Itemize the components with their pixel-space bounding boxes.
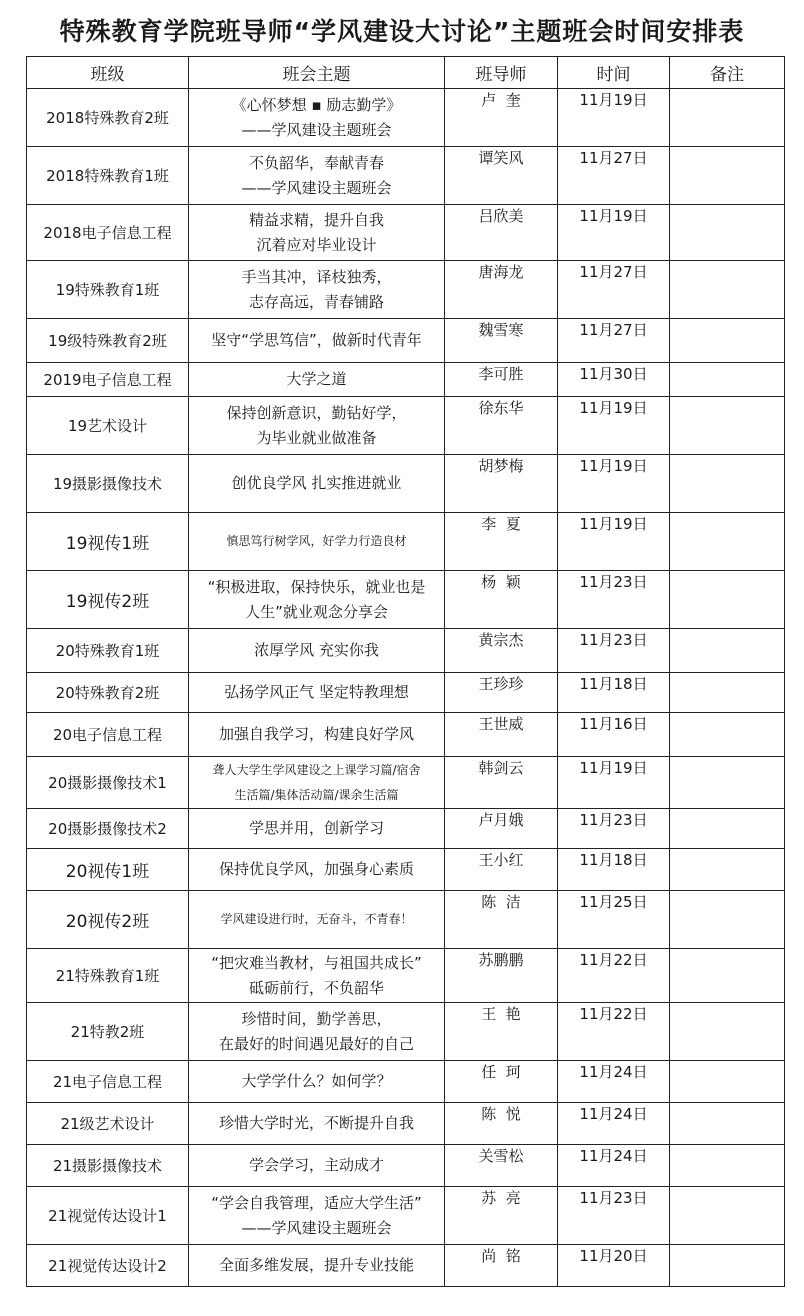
table-row: [27, 949, 785, 1003]
note-cell: [670, 849, 785, 891]
topic-line: ——学风建设主题班会: [241, 120, 392, 139]
date-cell: 11月27日: [558, 319, 670, 363]
topic-line: 砥砺前行，不负韶华: [248, 978, 384, 997]
class-name-cell: 19艺术设计: [27, 397, 189, 455]
table-row: [27, 363, 785, 397]
note-cell: [670, 629, 785, 673]
note-cell: [670, 89, 785, 147]
topic-cell: [189, 713, 445, 757]
table-row: [27, 455, 785, 513]
teacher-cell: 李可胜: [445, 363, 558, 397]
date-cell: 11月19日: [558, 89, 670, 147]
date-cell: 11月19日: [558, 513, 670, 571]
topic-line: 坚守“学思笃信”，做新时代青年: [211, 331, 422, 349]
date-cell: 11月25日: [558, 891, 670, 949]
topic-line: “把灾难当教材，与祖国共成长”: [211, 953, 422, 972]
teacher-cell: 李 夏: [445, 513, 558, 571]
topic-cell: [189, 891, 445, 949]
teacher-cell: 黄宗杰: [445, 629, 558, 673]
class-name-cell: 21电子信息工程: [27, 1061, 189, 1103]
table-header-row: [27, 57, 785, 89]
topic-line: 不负韶华，奉献青春: [248, 153, 384, 172]
topic-line: 全面多维发展，提升专业技能: [218, 1256, 414, 1274]
topic-line: 精益求精，提升自我: [248, 210, 384, 229]
class-name-cell: 20电子信息工程: [27, 713, 189, 757]
class-name-cell: 20视传2班: [27, 891, 189, 949]
note-cell: [670, 891, 785, 949]
note-cell: [670, 1061, 785, 1103]
class-name-cell: 2018特殊教育2班: [27, 89, 189, 147]
teacher-cell: 陈 悦: [445, 1103, 558, 1145]
topic-line: 弘扬学风正气 坚定特教理想: [224, 683, 409, 701]
class-name-cell: 21级艺术设计: [27, 1103, 189, 1145]
note-cell: [670, 455, 785, 513]
note-cell: [670, 1245, 785, 1287]
class-name-cell: 21摄影摄像技术: [27, 1145, 189, 1187]
topic-line: 为毕业就业做准备: [256, 428, 377, 447]
topic-line: 生活篇/集体活动篇/课余生活篇: [234, 787, 399, 802]
column-header-date: 时间: [558, 57, 670, 89]
teacher-cell: 谭笑风: [445, 147, 558, 205]
date-cell: 11月23日: [558, 571, 670, 629]
topic-cell: [189, 809, 445, 849]
date-cell: 11月27日: [558, 261, 670, 319]
note-cell: [670, 513, 785, 571]
table-row: [27, 147, 785, 205]
topic-cell: [189, 397, 445, 455]
date-cell: 11月19日: [558, 397, 670, 455]
teacher-cell: 王小红: [445, 849, 558, 891]
note-cell: [670, 757, 785, 809]
date-cell: 11月23日: [558, 809, 670, 849]
topic-cell: [189, 1103, 445, 1145]
teacher-cell: 唐海龙: [445, 261, 558, 319]
table-row: [27, 849, 785, 891]
topic-cell: [189, 513, 445, 571]
table-row: [27, 757, 785, 809]
table-row: [27, 1103, 785, 1145]
table-row: [27, 673, 785, 713]
class-name-cell: 2019电子信息工程: [27, 363, 189, 397]
table-row: [27, 1187, 785, 1245]
topic-cell: [189, 363, 445, 397]
table-row: [27, 571, 785, 629]
date-cell: 11月18日: [558, 673, 670, 713]
table-row: [27, 809, 785, 849]
topic-cell: [189, 147, 445, 205]
topic-cell: [189, 89, 445, 147]
topic-line: 在最好的时间遇见最好的自己: [218, 1034, 414, 1053]
table-row: [27, 319, 785, 363]
topic-cell: [189, 1061, 445, 1103]
topic-cell: [189, 849, 445, 891]
date-cell: 11月19日: [558, 455, 670, 513]
topic-cell: [189, 629, 445, 673]
topic-cell: [189, 673, 445, 713]
note-cell: [670, 571, 785, 629]
teacher-cell: 吕欣美: [445, 205, 558, 261]
topic-line: 大学学什么？如何学？: [241, 1072, 392, 1090]
topic-line: 保持优良学风，加强身心素质: [218, 860, 414, 878]
date-cell: 11月27日: [558, 147, 670, 205]
table-row: [27, 1003, 785, 1061]
class-name-cell: 19摄影摄像技术: [27, 455, 189, 513]
topic-cell: [189, 949, 445, 1003]
date-cell: 11月24日: [558, 1103, 670, 1145]
class-name-cell: 2018电子信息工程: [27, 205, 189, 261]
note-cell: [670, 1103, 785, 1145]
note-cell: [670, 397, 785, 455]
topic-line: 保持创新意识，勤钻好学，: [226, 403, 407, 422]
topic-line: “积极进取，保持快乐，就业也是: [207, 577, 426, 596]
topic-cell: [189, 1003, 445, 1061]
date-cell: 11月24日: [558, 1061, 670, 1103]
date-cell: 11月23日: [558, 1187, 670, 1245]
table-row: [27, 513, 785, 571]
topic-line: 手当其冲，译枝独秀，: [241, 267, 392, 286]
teacher-cell: 任 珂: [445, 1061, 558, 1103]
teacher-cell: 尚 铭: [445, 1245, 558, 1287]
table-row: [27, 713, 785, 757]
note-cell: [670, 1145, 785, 1187]
note-cell: [670, 261, 785, 319]
note-cell: [670, 319, 785, 363]
date-cell: 11月19日: [558, 205, 670, 261]
teacher-cell: 徐东华: [445, 397, 558, 455]
schedule-table: [26, 56, 785, 1287]
topic-line: 珍惜大学时光，不断提升自我: [218, 1114, 414, 1132]
table-row: [27, 205, 785, 261]
table-row: [27, 89, 785, 147]
table-row: [27, 891, 785, 949]
topic-line: ——学风建设主题班会: [241, 178, 392, 197]
topic-line: 《心怀梦想 ▪ 励志勤学》: [231, 95, 402, 114]
teacher-cell: 苏 亮: [445, 1187, 558, 1245]
topic-cell: [189, 1187, 445, 1245]
teacher-cell: 关雪松: [445, 1145, 558, 1187]
class-name-cell: 19特殊教育1班: [27, 261, 189, 319]
date-cell: 11月30日: [558, 363, 670, 397]
teacher-cell: 胡梦梅: [445, 455, 558, 513]
topic-cell: [189, 1145, 445, 1187]
column-header-note: 备注: [670, 57, 785, 89]
teacher-cell: 苏鹏鹏: [445, 949, 558, 1003]
topic-line: 学风建设进行时，无奋斗，不青春！: [220, 912, 413, 926]
table-row: [27, 397, 785, 455]
table-row: [27, 1061, 785, 1103]
table-row: [27, 261, 785, 319]
table-row: [27, 1245, 785, 1287]
table-row: [27, 629, 785, 673]
teacher-cell: 王 艳: [445, 1003, 558, 1061]
topic-line: 珍惜时间，勤学善思，: [241, 1009, 392, 1028]
table-body: [27, 89, 785, 1287]
class-name-cell: 20视传1班: [27, 849, 189, 891]
class-name-cell: 21特教2班: [27, 1003, 189, 1061]
topic-line: 志存高远，青春铺路: [248, 292, 384, 311]
topic-cell: [189, 571, 445, 629]
topic-line: 加强自我学习，构建良好学风: [218, 725, 414, 743]
note-cell: [670, 1003, 785, 1061]
teacher-cell: 王世威: [445, 713, 558, 757]
note-cell: [670, 363, 785, 397]
note-cell: [670, 1187, 785, 1245]
topic-line: 聋人大学生学风建设之上课学习篇/宿舍: [212, 762, 421, 777]
class-name-cell: 21视觉传达设计1: [27, 1187, 189, 1245]
teacher-cell: 杨 颖: [445, 571, 558, 629]
note-cell: [670, 713, 785, 757]
class-name-cell: 21特殊教育1班: [27, 949, 189, 1003]
column-header-class: 班级: [27, 57, 189, 89]
topic-cell: [189, 261, 445, 319]
date-cell: 11月16日: [558, 713, 670, 757]
teacher-cell: 韩剑云: [445, 757, 558, 809]
topic-cell: [189, 757, 445, 809]
class-name-cell: 20摄影摄像技术1: [27, 757, 189, 809]
class-name-cell: 21视觉传达设计2: [27, 1245, 189, 1287]
teacher-cell: 魏雪寒: [445, 319, 558, 363]
teacher-cell: 王珍珍: [445, 673, 558, 713]
topic-line: 创优良学风 扎实推进就业: [231, 474, 402, 492]
class-name-cell: 20特殊教育2班: [27, 673, 189, 713]
teacher-cell: 陈 洁: [445, 891, 558, 949]
table-row: [27, 1145, 785, 1187]
teacher-cell: 卢月娥: [445, 809, 558, 849]
date-cell: 11月20日: [558, 1245, 670, 1287]
page-title: 特殊教育学院班导师“学风建设大讨论”主题班会时间安排表: [59, 17, 745, 46]
topic-line: 人生”就业观念分享会: [245, 602, 388, 621]
note-cell: [670, 949, 785, 1003]
topic-line: 浓厚学风 充实你我: [254, 641, 379, 659]
topic-line: 沉着应对毕业设计: [256, 235, 377, 254]
date-cell: 11月18日: [558, 849, 670, 891]
topic-cell: [189, 455, 445, 513]
topic-line: 慎思笃行树学风，好学力行造良材: [226, 534, 407, 548]
date-cell: 11月19日: [558, 757, 670, 809]
topic-line: 学思并用，创新学习: [248, 819, 384, 837]
column-header-teacher: 班导师: [445, 57, 558, 89]
date-cell: 11月22日: [558, 949, 670, 1003]
topic-line: “学会自我管理，适应大学生活”: [211, 1193, 422, 1212]
date-cell: 11月23日: [558, 629, 670, 673]
note-cell: [670, 673, 785, 713]
column-header-topic: 班会主题: [189, 57, 445, 89]
topic-line: 学会学习，主动成才: [248, 1156, 384, 1174]
class-name-cell: 2018特殊教育1班: [27, 147, 189, 205]
teacher-cell: 卢 奎: [445, 89, 558, 147]
class-name-cell: 19视传2班: [27, 571, 189, 629]
note-cell: [670, 809, 785, 849]
topic-line: ——学风建设主题班会: [241, 1218, 392, 1237]
note-cell: [670, 147, 785, 205]
date-cell: 11月24日: [558, 1145, 670, 1187]
topic-cell: [189, 205, 445, 261]
topic-line: 大学之道: [286, 370, 347, 388]
topic-cell: [189, 1245, 445, 1287]
topic-cell: [189, 319, 445, 363]
date-cell: 11月22日: [558, 1003, 670, 1061]
note-cell: [670, 205, 785, 261]
class-name-cell: 20摄影摄像技术2: [27, 809, 189, 849]
class-name-cell: 20特殊教育1班: [27, 629, 189, 673]
class-name-cell: 19视传1班: [27, 513, 189, 571]
class-name-cell: 19级特殊教育2班: [27, 319, 189, 363]
